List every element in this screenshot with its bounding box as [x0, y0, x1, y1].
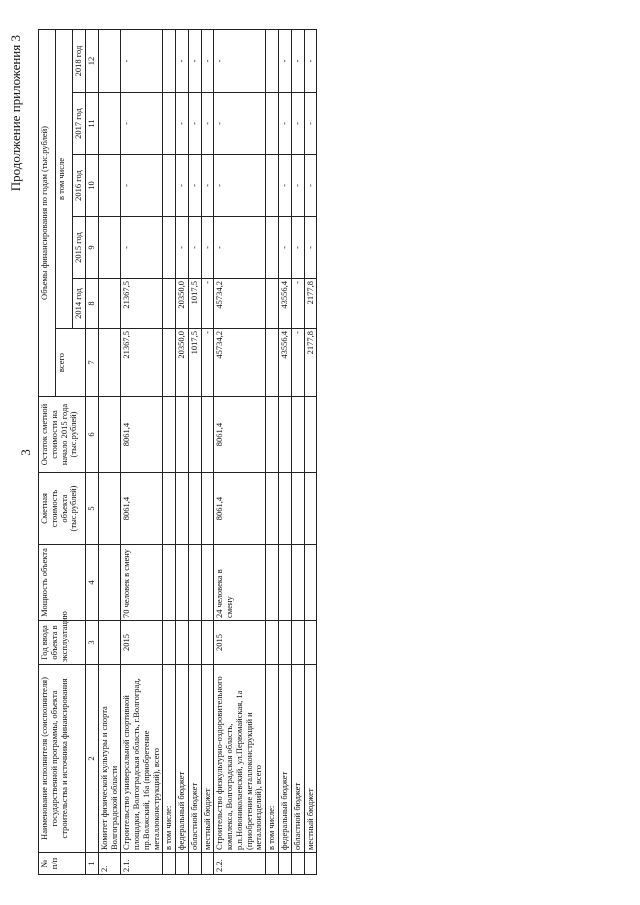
column-number-row: [85, 29, 98, 874]
row-2018: [163, 29, 176, 92]
col-number: 5: [85, 473, 98, 545]
row-cost: [188, 473, 201, 545]
row-2017: [266, 93, 279, 155]
header-2016: 2016 год: [73, 155, 86, 217]
row-2014: -: [291, 279, 304, 329]
row-2017: -: [176, 93, 189, 155]
row-cost: [279, 473, 292, 545]
row-2017: -: [214, 93, 266, 155]
header-2014: 2014 год: [73, 279, 86, 329]
row-2015: -: [214, 217, 266, 279]
row-2018: -: [188, 29, 201, 92]
row-year: [279, 621, 292, 665]
row-num: [201, 853, 214, 875]
row-capacity: [201, 545, 214, 621]
row-2018: -: [176, 29, 189, 92]
row-2018: -: [291, 29, 304, 92]
row-total: 2177,8: [304, 329, 317, 397]
row-remainder: [188, 397, 201, 473]
row-2015: -: [121, 217, 163, 279]
header-cost: Сметная стоимость объекта (тыс.рублей): [39, 473, 86, 545]
row-name: местный бюджет: [201, 665, 214, 853]
row-cost: [163, 473, 176, 545]
row-total: -: [291, 329, 304, 397]
row-num: [266, 853, 279, 875]
table-row: [279, 29, 292, 874]
row-num: [163, 853, 176, 875]
header-2017: 2017 год: [73, 93, 86, 155]
row-num: [304, 853, 317, 875]
row-2016: [163, 155, 176, 217]
table-body: [98, 29, 317, 874]
row-cost: [98, 473, 121, 545]
row-name: в том числе:: [163, 665, 176, 853]
row-2016: -: [279, 155, 292, 217]
row-name: областной бюджет: [291, 665, 304, 853]
row-remainder: [201, 397, 214, 473]
row-year: [201, 621, 214, 665]
col-number: 2: [85, 665, 98, 853]
row-year: [304, 621, 317, 665]
row-year: [98, 621, 121, 665]
row-capacity: 70 человек в смену: [121, 545, 163, 621]
row-name: областной бюджет: [188, 665, 201, 853]
row-cost: [266, 473, 279, 545]
row-total: [98, 329, 121, 397]
header-num: № п/п: [39, 853, 86, 875]
header-name: Наименование исполнителя (соисполнителя) государственной программы, объекта строительства и источника финансирования: [39, 665, 86, 853]
row-num: 2.2.: [214, 853, 266, 875]
row-cost: [201, 473, 214, 545]
row-2018: -: [304, 29, 317, 92]
row-name: федеральный бюджет: [279, 665, 292, 853]
row-2018: -: [214, 29, 266, 92]
row-2014: 21367,5: [121, 279, 163, 329]
col-number: 6: [85, 397, 98, 473]
funding-table: [38, 29, 317, 875]
row-2015: [163, 217, 176, 279]
row-name: в том числе:: [266, 665, 279, 853]
row-remainder: [266, 397, 279, 473]
row-2015: [98, 217, 121, 279]
row-total: 20350,0: [176, 329, 189, 397]
row-2016: -: [121, 155, 163, 217]
row-remainder: [291, 397, 304, 473]
row-2018: -: [121, 29, 163, 92]
row-capacity: [98, 545, 121, 621]
row-2016: -: [214, 155, 266, 217]
row-capacity: [304, 545, 317, 621]
row-num: [279, 853, 292, 875]
row-capacity: [188, 545, 201, 621]
row-2016: -: [201, 155, 214, 217]
row-2015: -: [279, 217, 292, 279]
continuation-label: Продолжение приложения 3: [8, 35, 23, 192]
row-remainder: [304, 397, 317, 473]
row-capacity: [291, 545, 304, 621]
row-2014: [163, 279, 176, 329]
table-row: [266, 29, 279, 874]
row-total: 21367,5: [121, 329, 163, 397]
row-2017: -: [304, 93, 317, 155]
row-2015: -: [176, 217, 189, 279]
table-row: [214, 29, 266, 874]
row-total: 1017,5: [188, 329, 201, 397]
header-funding: Объемы финансирования по годам (тыс.рублей): [39, 29, 56, 396]
row-remainder: [163, 397, 176, 473]
row-cost: [291, 473, 304, 545]
col-number: 7: [85, 329, 98, 397]
row-year: [188, 621, 201, 665]
row-2018: [98, 29, 121, 92]
row-cost: [176, 473, 189, 545]
table-row: [176, 29, 189, 874]
row-2014: 1017,5: [188, 279, 201, 329]
header-2018: 2018 год: [73, 29, 86, 92]
row-total: -: [201, 329, 214, 397]
row-remainder: 8061,4: [214, 397, 266, 473]
row-name: Строительство физкультурно-оздоровительного комплекса, Волгоградская область, р.п.Новониколаевский, ул.Первомайская, 1а (приобретение металлоконструкций и металлоизделий), всего: [214, 665, 266, 853]
col-number: 1: [85, 853, 98, 875]
row-total: [266, 329, 279, 397]
table-row: [291, 29, 304, 874]
table-row: [121, 29, 163, 874]
row-num: [188, 853, 201, 875]
row-capacity: [163, 545, 176, 621]
row-capacity: [266, 545, 279, 621]
table-row: [98, 29, 121, 874]
row-cost: [304, 473, 317, 545]
row-year: 2015: [214, 621, 266, 665]
row-year: [176, 621, 189, 665]
row-name: федеральный бюджет: [176, 665, 189, 853]
row-2016: -: [304, 155, 317, 217]
row-2014: 43556,4: [279, 279, 292, 329]
row-cost: 8061,4: [121, 473, 163, 545]
row-2015: -: [291, 217, 304, 279]
header-capacity: Мощность объекта: [39, 545, 86, 621]
col-number: 8: [85, 279, 98, 329]
row-2017: -: [121, 93, 163, 155]
row-num: [176, 853, 189, 875]
row-capacity: [279, 545, 292, 621]
row-year: 2015: [121, 621, 163, 665]
row-2016: -: [291, 155, 304, 217]
row-num: [291, 853, 304, 875]
col-number: 3: [85, 621, 98, 665]
row-total: [163, 329, 176, 397]
row-2017: [163, 93, 176, 155]
row-2016: [98, 155, 121, 217]
table-row: [163, 29, 176, 874]
row-2015: [266, 217, 279, 279]
col-number: 12: [85, 29, 98, 92]
header-total: всего: [56, 329, 86, 397]
row-remainder: [176, 397, 189, 473]
row-2014: 45734,2: [214, 279, 266, 329]
page-number: 3: [18, 449, 33, 456]
row-name: Строительство универсальной спортивной площадки, Волгоградская область, г.Волгоград, пр.Волжский, 16а (приобретение металлоконструкций), всего: [121, 665, 163, 853]
row-remainder: 8061,4: [121, 397, 163, 473]
row-remainder: [279, 397, 292, 473]
row-2014: 2177,8: [304, 279, 317, 329]
row-2017: -: [201, 93, 214, 155]
row-2014: 20350,0: [176, 279, 189, 329]
table-row: [304, 29, 317, 874]
row-num: 2.1.: [121, 853, 163, 875]
row-2017: [98, 93, 121, 155]
row-2016: -: [176, 155, 189, 217]
row-2017: -: [188, 93, 201, 155]
header-2015: 2015 год: [73, 217, 86, 279]
row-2016: -: [188, 155, 201, 217]
col-number: 11: [85, 93, 98, 155]
row-2018: -: [201, 29, 214, 92]
row-2016: [266, 155, 279, 217]
row-year: [291, 621, 304, 665]
row-total: 43556,4: [279, 329, 292, 397]
row-2015: -: [201, 217, 214, 279]
row-num: 2.: [98, 853, 121, 875]
row-name: Комитет физической культуры и спорта Волгоградской области: [98, 665, 121, 853]
row-cost: 8061,4: [214, 473, 266, 545]
table-row: [201, 29, 214, 874]
row-name: местный бюджет: [304, 665, 317, 853]
row-2014: -: [201, 279, 214, 329]
row-2015: -: [188, 217, 201, 279]
row-2018: -: [279, 29, 292, 92]
row-2017: -: [291, 93, 304, 155]
col-number: 4: [85, 545, 98, 621]
row-2015: -: [304, 217, 317, 279]
row-year: [163, 621, 176, 665]
row-year: [266, 621, 279, 665]
row-capacity: 24 человека в смену: [214, 545, 266, 621]
row-2014: [98, 279, 121, 329]
col-number: 10: [85, 155, 98, 217]
header-remainder: Остаток сметной стоимости на начало 2015 года (тыс.рублей): [39, 397, 86, 473]
table-row: [188, 29, 201, 874]
row-2017: -: [279, 93, 292, 155]
row-total: 45734,2: [214, 329, 266, 397]
header-incl: в том числе: [56, 29, 73, 328]
col-number: 9: [85, 217, 98, 279]
row-2014: [266, 279, 279, 329]
row-capacity: [176, 545, 189, 621]
header-year: Год ввода объекта в эксплуатацию: [39, 621, 86, 665]
row-2018: [266, 29, 279, 92]
row-remainder: [98, 397, 121, 473]
